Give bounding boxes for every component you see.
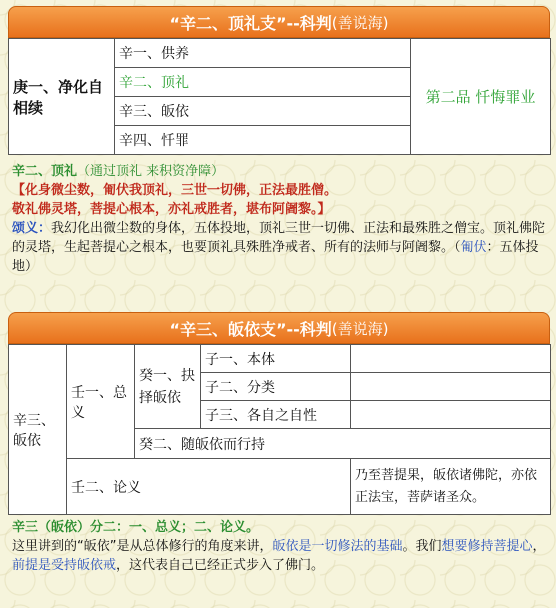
section2-title-paren: (善说海) [331, 319, 389, 338]
section2-table [8, 344, 551, 515]
section2-a: 辛三、皈依 [9, 345, 67, 515]
section2-quote: 乃至菩提果，皈依诸佛陀，亦依正法宝，菩萨诸圣众。 [351, 459, 551, 515]
section2-d1: 子一、本体 [201, 345, 351, 373]
section1-title: “辛二、顶礼支”--科判 [169, 13, 332, 33]
verse-line-1: 【化身微尘数，匍伏我顶礼，三世一切佛，正法最胜僧。 [12, 183, 338, 198]
text2-p7: ，这代表自己已经正式步入了佛门。 [116, 558, 325, 573]
text2-p3: 。我们 [402, 539, 442, 554]
note-rest: ：五体投地） [12, 240, 539, 274]
section1-card [8, 6, 550, 155]
note-term: 匍伏 [460, 240, 487, 255]
section1-row-1: 辛一、供养 [115, 39, 411, 68]
text1-block [12, 162, 546, 276]
text1-heading-note: （通过顶礼 来积资净障） [77, 164, 225, 179]
section1-row-2: 辛二、顶礼 [115, 68, 411, 97]
verse-line-2: 敬礼佛灵塔，菩提心根本，亦礼戒胜者，堪布阿阇黎。】 [12, 202, 331, 217]
section2-d3: 子三、各自之自性 [201, 401, 351, 429]
explain-label: 颂义： [12, 221, 52, 236]
section2-title: “辛三、皈依支”--科判 [169, 319, 332, 339]
text2-block [12, 518, 546, 575]
section2-header [8, 312, 550, 344]
section2-d2: 子二、分类 [201, 373, 351, 401]
text2-p5: ， [532, 539, 546, 554]
text2-p6: 前提是受持皈依戒 [12, 558, 117, 573]
text2-heading: 辛三（皈依）分二：一、总义；二、论义。 [12, 520, 260, 535]
section1-header [8, 6, 550, 38]
section1-title-paren: (善说海) [331, 13, 389, 32]
section2-b1: 壬一、总义 [67, 345, 135, 459]
text2-p1: 这里讲到的“皈依”是从总体修行的角度来讲， [12, 539, 273, 554]
section1-table [8, 38, 551, 155]
section1-row-3: 辛三、皈依 [115, 97, 411, 126]
section2-b2: 壬二、论义 [67, 459, 351, 515]
section1-col3: 第二品 忏悔罪业 [411, 39, 551, 155]
text1-heading: 辛二、顶礼 [12, 164, 78, 179]
section2-c1: 癸一、抉择皈依 [135, 345, 201, 429]
section1-row-4: 辛四、忏罪 [115, 126, 411, 155]
section2-c2: 癸二、随皈依而行持 [135, 429, 551, 459]
section2-e3 [351, 401, 551, 429]
explain-text: 我幻化出微尘数的身体，五体投地，顶礼三世一切佛、正法和最殊胜之僧宝。顶礼佛陀的灵塔，生起菩提心之根本，也要顶礼具殊胜净戒者、所有的法师与阿阇黎。（ [12, 221, 546, 255]
section2-card [8, 312, 550, 515]
section1-col1: 庚一、净化自相续 [9, 39, 115, 155]
text2-p4: 想要修持菩提心 [441, 539, 533, 554]
text2-p2: 皈依是一切修法的基础 [272, 539, 403, 554]
section2-e1 [351, 345, 551, 373]
section2-e2 [351, 373, 551, 401]
